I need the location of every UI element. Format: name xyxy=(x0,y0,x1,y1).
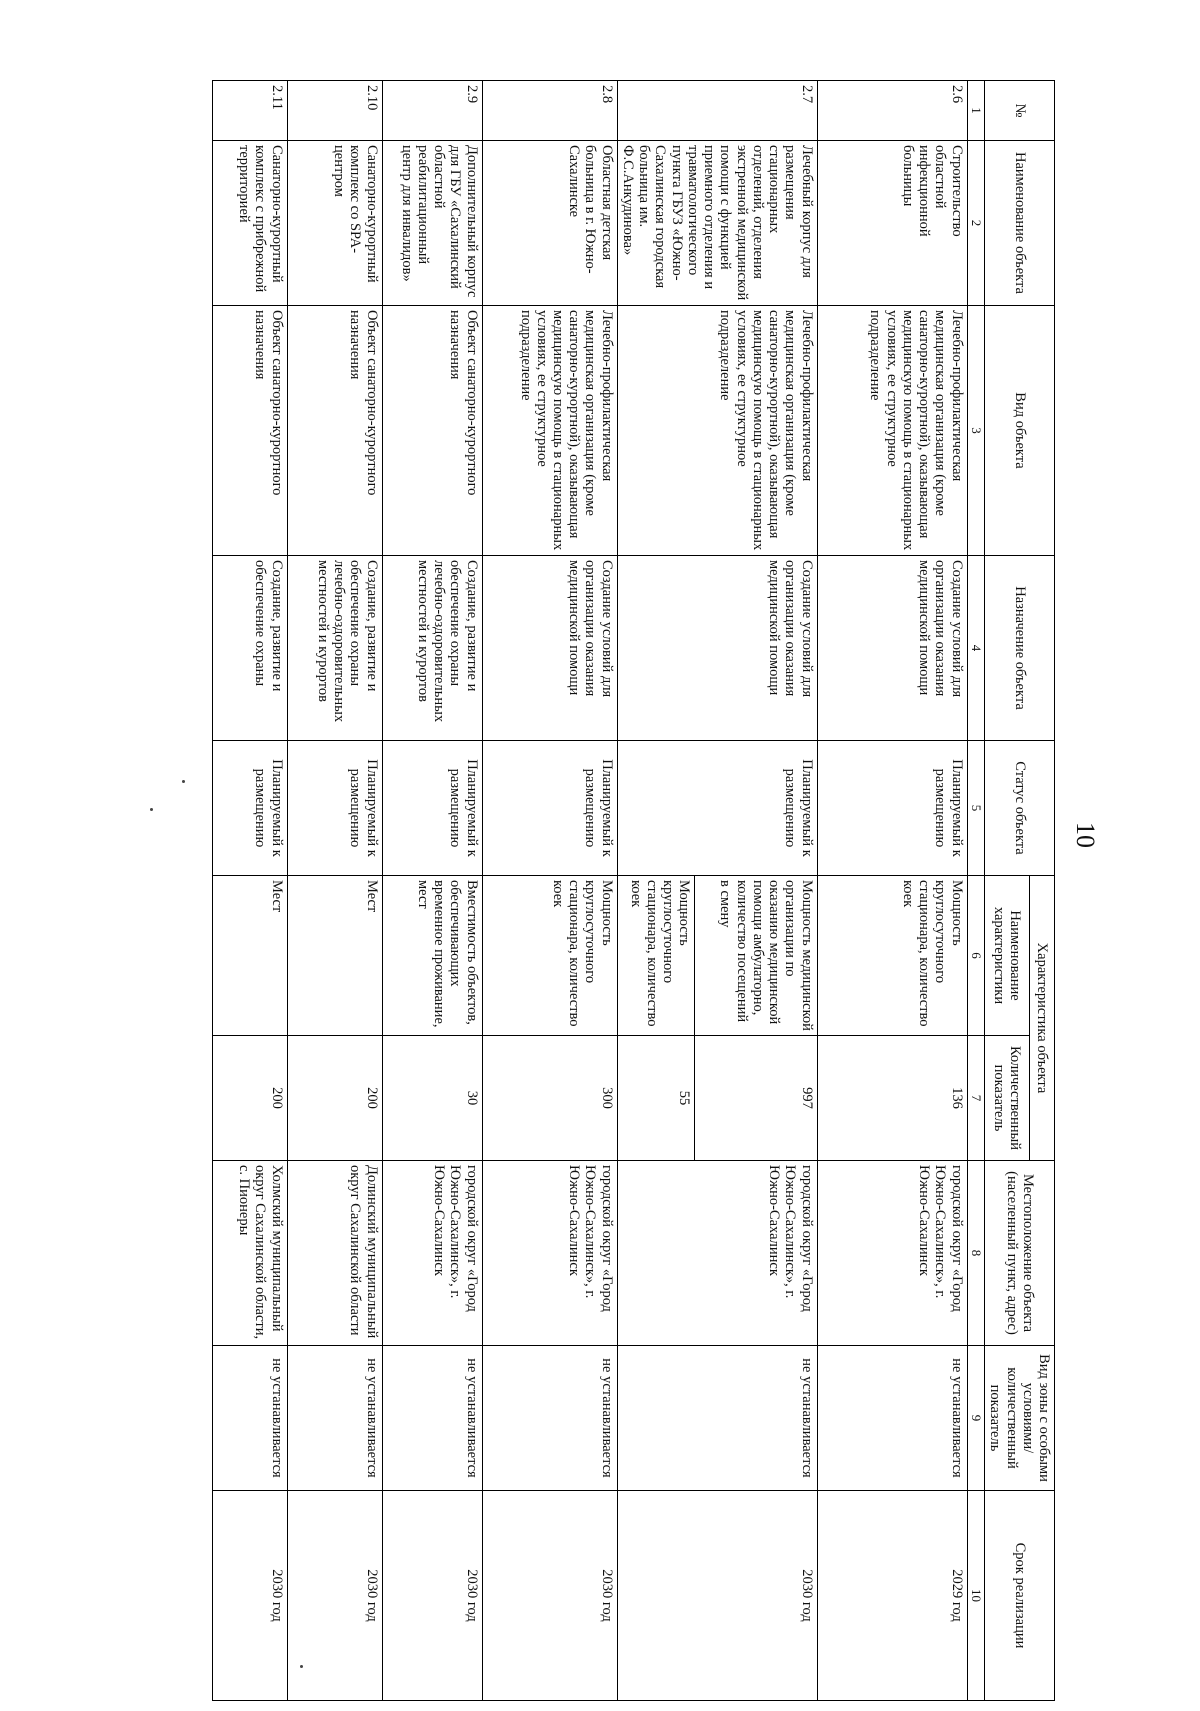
cell-status: Планируемый к размещению xyxy=(617,741,817,876)
scan-speck xyxy=(150,808,153,811)
col-number: 9 xyxy=(967,1346,985,1491)
cell-purpose: Создание условий для организации оказания медицинской помощи xyxy=(817,556,967,741)
header-no: № xyxy=(985,81,1055,141)
cell-term: 2030 год xyxy=(212,1491,287,1701)
cell-purpose: Создание условий для организации оказания медицинской помощи xyxy=(617,556,817,741)
cell-purpose: Создание, развитие и обеспечение охраны xyxy=(212,556,287,741)
header-term: Срок реализации xyxy=(985,1491,1055,1701)
col-number: 10 xyxy=(967,1491,985,1701)
cell-no: 2.11 xyxy=(212,81,287,141)
col-number: 7 xyxy=(967,1036,985,1161)
cell-name: Санаторно-курортный комплекс с прибрежной территорией xyxy=(212,141,287,306)
cell-location: Холмский муниципальный округ Сахалинской области, с. Пионеры xyxy=(212,1161,287,1346)
scan-speck xyxy=(182,780,185,783)
cell-status: Планируемый к размещению xyxy=(482,741,617,876)
table-row xyxy=(382,81,482,1701)
cell-char-name-2: Мощность круглосуточного стационара, количество коек xyxy=(617,876,695,1036)
cell-kind: Объект санаторно-курортного назначения xyxy=(212,306,287,556)
cell-kind: Лечебно-профилактическая медицинская организация (кроме санаторно-курортной), оказывающая медицинскую помощь в стационарных условиях, ее структурное подразделение xyxy=(482,306,617,556)
table-row xyxy=(212,81,287,1701)
cell-no: 2.6 xyxy=(817,81,967,141)
cell-name: Лечебный корпус для размещения стационарных отделений, отделения экстренной медицинской помощи с функцией приемного отделения и травматологического пункта ГБУЗ «Южно-Сахалинская городская больница им. Ф.С.Анкудинова» xyxy=(617,141,817,306)
header-zone: Вид зоны с особыми условиями/ количественный показатель xyxy=(985,1346,1055,1491)
scan-speck xyxy=(300,1665,303,1668)
table-row xyxy=(817,81,967,1701)
cell-location: городской округ «Город Южно-Сахалинск», г. Южно-Сахалинск xyxy=(482,1161,617,1346)
header-location: Местоположение объекта (населенный пункт, адрес) xyxy=(985,1161,1055,1346)
col-number: 3 xyxy=(967,306,985,556)
cell-zone: не устанавливается xyxy=(817,1346,967,1491)
cell-zone: не устанавливается xyxy=(382,1346,482,1491)
cell-no: 2.7 xyxy=(617,81,817,141)
cell-name: Областная детская больница в г. Южно-Сахалинске xyxy=(482,141,617,306)
cell-char-name: Мощность круглосуточного стационара, количество коек xyxy=(817,876,967,1036)
cell-zone: не устанавливается xyxy=(617,1346,817,1491)
header-purpose: Назначение объекта xyxy=(985,556,1055,741)
cell-status: Планируемый к размещению xyxy=(287,741,382,876)
cell-kind: Объект санаторно-курортного назначения xyxy=(287,306,382,556)
cell-name: Дополнительный корпус для ГБУ «Сахалинский областной реабилитационный центр для инвалидов» xyxy=(382,141,482,306)
cell-char-name: Вместимость объектов, обеспечивающих временное проживание, мест xyxy=(382,876,482,1036)
cell-char-name: Мест xyxy=(212,876,287,1036)
page-number: 10 xyxy=(1071,822,1100,848)
cell-term: 2030 год xyxy=(482,1491,617,1701)
col-number: 1 xyxy=(967,81,985,141)
cell-kind: Объект санаторно-курортного назначения xyxy=(382,306,482,556)
cell-location: городской округ «Город Южно-Сахалинск», г. Южно-Сахалинск xyxy=(617,1161,817,1346)
cell-char-name: Мест xyxy=(287,876,382,1036)
cell-char-value: 200 xyxy=(212,1036,287,1161)
cell-char-name: Мощность медицинской организации по оказанию медицинской помощи амбулаторно, количество посещений в смену xyxy=(695,876,817,1036)
col-number: 8 xyxy=(967,1161,985,1346)
header-status: Статус объекта xyxy=(985,741,1055,876)
cell-name: Строительство областной инфекционной больницы xyxy=(817,141,967,306)
col-number: 6 xyxy=(967,876,985,1036)
cell-char-value: 300 xyxy=(482,1036,617,1161)
col-number: 5 xyxy=(967,741,985,876)
col-number: 4 xyxy=(967,556,985,741)
cell-char-name: Мощность круглосуточного стационара, количество коек xyxy=(482,876,617,1036)
cell-char-value: 30 xyxy=(382,1036,482,1161)
cell-purpose: Создание, развитие и обеспечение охраны лечебно-оздоровительных местностей и курортов xyxy=(382,556,482,741)
cell-term: 2030 год xyxy=(287,1491,382,1701)
cell-char-value: 136 xyxy=(817,1036,967,1161)
cell-no: 2.10 xyxy=(287,81,382,141)
cell-term: 2030 год xyxy=(382,1491,482,1701)
objects-table xyxy=(212,80,1055,1701)
cell-location: городской округ «Город Южно-Сахалинск», г. Южно-Сахалинск xyxy=(817,1161,967,1346)
cell-char-value-2: 55 xyxy=(617,1036,695,1161)
cell-purpose: Создание, развитие и обеспечение охраны лечебно-оздоровительных местностей и курортов xyxy=(287,556,382,741)
cell-no: 2.9 xyxy=(382,81,482,141)
table-row xyxy=(287,81,382,1701)
cell-no: 2.8 xyxy=(482,81,617,141)
header-characteristics: Характеристика объекта xyxy=(1029,876,1054,1161)
cell-term: 2029 год xyxy=(817,1491,967,1701)
rotated-table-container xyxy=(210,80,1055,1700)
cell-status: Планируемый к размещению xyxy=(212,741,287,876)
table-row xyxy=(695,81,817,1701)
cell-kind: Лечебно-профилактическая медицинская организация (кроме санаторно-курортной), оказывающая медицинскую помощь в стационарных условиях, ее структурное подразделение xyxy=(617,306,817,556)
cell-char-value: 997 xyxy=(695,1036,817,1161)
header-char-name: Наименование характеристики xyxy=(985,876,1030,1036)
header-char-value: Количественный показатель xyxy=(985,1036,1030,1161)
cell-zone: не устанавливается xyxy=(287,1346,382,1491)
cell-status: Планируемый к размещению xyxy=(382,741,482,876)
column-number-row xyxy=(967,81,985,1701)
table-row xyxy=(482,81,617,1701)
cell-zone: не устанавливается xyxy=(212,1346,287,1491)
cell-purpose: Создание условий для организации оказания медицинской помощи xyxy=(482,556,617,741)
cell-status: Планируемый к размещению xyxy=(817,741,967,876)
cell-char-value: 200 xyxy=(287,1036,382,1161)
cell-location: Долинский муниципальный округ Сахалинской области xyxy=(287,1161,382,1346)
cell-location: городской округ «Город Южно-Сахалинск», г. Южно-Сахалинск xyxy=(382,1161,482,1346)
cell-name: Санаторно-курортный комплекс со SPA-центром xyxy=(287,141,382,306)
cell-zone: не устанавливается xyxy=(482,1346,617,1491)
cell-term: 2030 год xyxy=(617,1491,817,1701)
cell-kind: Лечебно-профилактическая медицинская организация (кроме санаторно-курортной), оказывающая медицинскую помощь в стационарных условиях, ее структурное подразделение xyxy=(817,306,967,556)
header-row xyxy=(1029,81,1054,1701)
header-kind: Вид объекта xyxy=(985,306,1055,556)
col-number: 2 xyxy=(967,141,985,306)
header-name: Наименование объекта xyxy=(985,141,1055,306)
